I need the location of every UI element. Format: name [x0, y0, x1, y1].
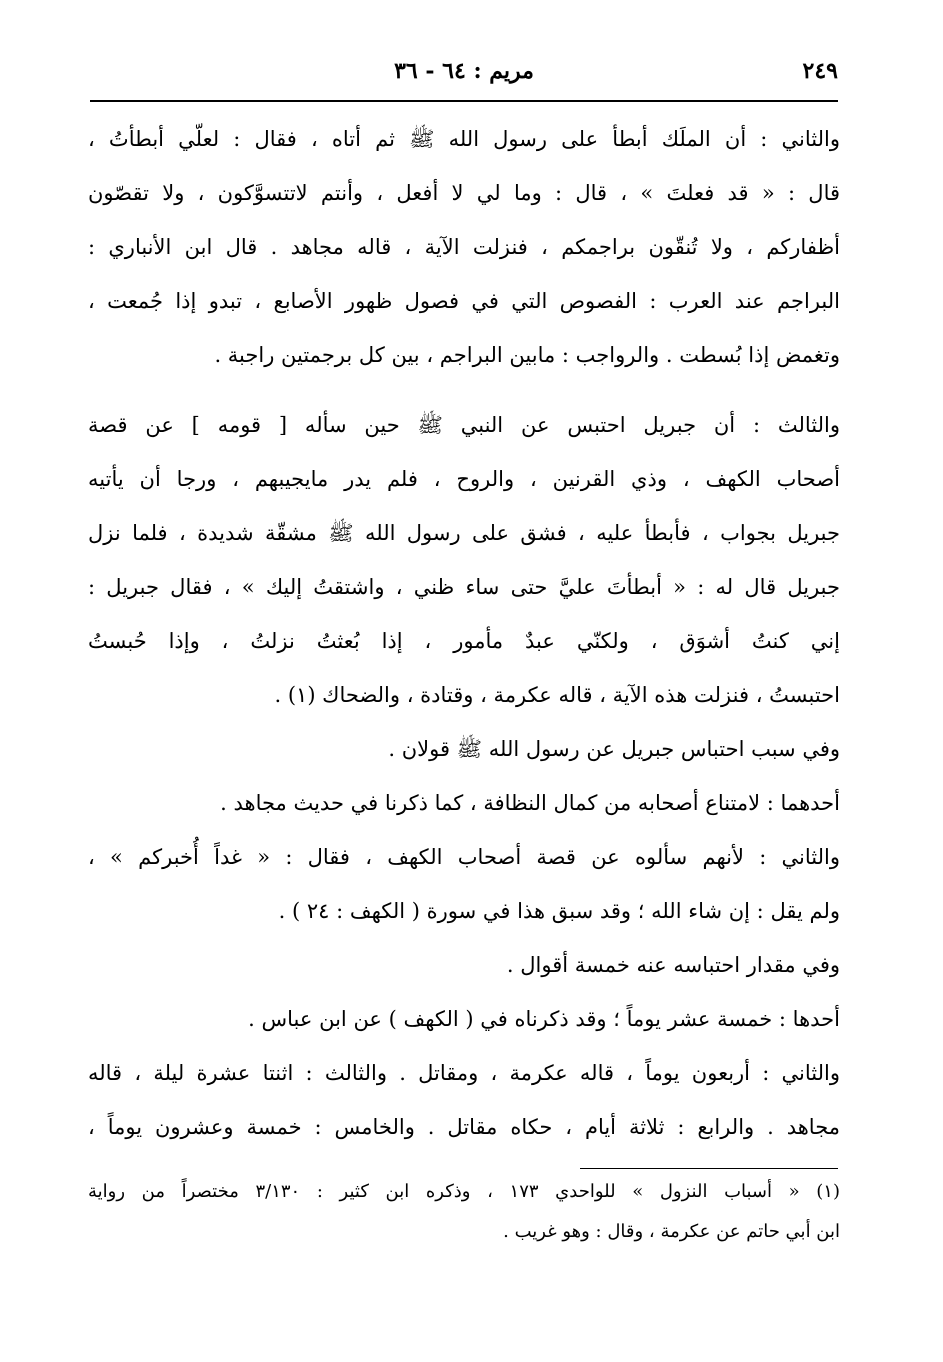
text-line: أحدها : خمسة عشر يوماً ؛ وقد ذكرناه في ( الكهف ) عن ابن عباس . [248, 1007, 840, 1031]
text-line: وتغمض إذا بُسطت . والرواجب : مابين البراجم ، بين كل برجمتين راجبة . [214, 343, 840, 367]
text-line: جبريل بجواب ، فأبطأ عليه ، فشق على رسول الله ﷺ مشقّة شديدة ، فلما نزل [88, 521, 840, 545]
text-line: وفي سبب احتباس جبريل عن رسول الله ﷺ قولان . [388, 737, 840, 761]
header-rule [90, 100, 838, 102]
text-line: البراجم عند العرب : الفصوص التي في فصول ظهور الأصابع ، تبدو إذا جُمعت ، [88, 289, 840, 313]
text-line: والثالث : أن جبريل احتبس عن النبي ﷺ حين سأله [ قومه ] عن قصة [88, 413, 840, 437]
text-line: جبريل قال له : « أبطأتَ عليَّ حتى ساء ظني ، واشتقتُ إليك » ، فقال جبريل : [88, 575, 840, 599]
text-line: والثاني : لأنهم سألوه عن قصة أصحاب الكهف ، فقال : « غداً أُخبركم » ، [88, 845, 840, 869]
page-header [90, 58, 838, 98]
main-text [88, 112, 840, 1154]
text-line: قال : « قد فعلتَ » ، قال : وما لي لا أفعل ، وأنتم لاتتسوَّكون ، ولا تقصّون [88, 181, 840, 205]
text-line: والثاني : أربعون يوماً ، قاله عكرمة ، ومقاتل . والثالث : اثنتا عشرة ليلة ، قاله [88, 1061, 840, 1085]
footnote [88, 1172, 840, 1252]
running-title: مريم : ٦٤ - ٣٦ [394, 58, 534, 84]
text-line: ولم يقل : إن شاء الله ؛ وقد سبق هذا في سورة ( الكهف : ٢٤ ) . [278, 899, 840, 923]
footnote-line: (١) « أسباب النزول » للواحدي ١٧٣ ، وذكره ابن كثير : ٣/١٣٠ مختصراً من رواية [88, 1181, 840, 1202]
text-line: أحدهما : لامتناع أصحابه من كمال النظافة ، كما ذكرنا في حديث مجاهد . [220, 791, 840, 815]
text-line: مجاهد . والرابع : ثلاثة أيام ، حكاه مقاتل . والخامس : خمسة وعشرون يوماً ، [88, 1115, 840, 1139]
text-line: أظفاركم ، ولا تُنقّون براجمكم ، فنزلت الآية ، قاله مجاهد . قال ابن الأنباري : [88, 235, 840, 259]
text-line: وفي مقدار احتباسه عنه خمسة أقوال . [506, 953, 840, 977]
text-line: إني كنتُ أشوَق ، ولكنّي عبدٌ مأمور ، إذا بُعثتُ نزلتُ ، وإذا حُبستُ [88, 629, 840, 653]
text-line: احتبستُ ، فنزلت هذه الآية ، قاله عكرمة ، وقتادة ، والضحاك (١) . [274, 683, 840, 707]
text-line: أصحاب الكهف ، وذي القرنين ، والروح ، فلم يدر مايجيبهم ، ورجا أن يأتيه [88, 467, 840, 491]
footnote-rule [580, 1168, 838, 1169]
footnote-line: ابن أبي حاتم عن عكرمة ، وقال : وهو غريب . [503, 1221, 840, 1242]
page-number: ٢٤٩ [802, 58, 838, 84]
text-line: والثاني : أن الملَك أبطأ على رسول الله ﷺ ثم أتاه ، فقال : لعلّي أبطأتُ ، [88, 127, 840, 151]
